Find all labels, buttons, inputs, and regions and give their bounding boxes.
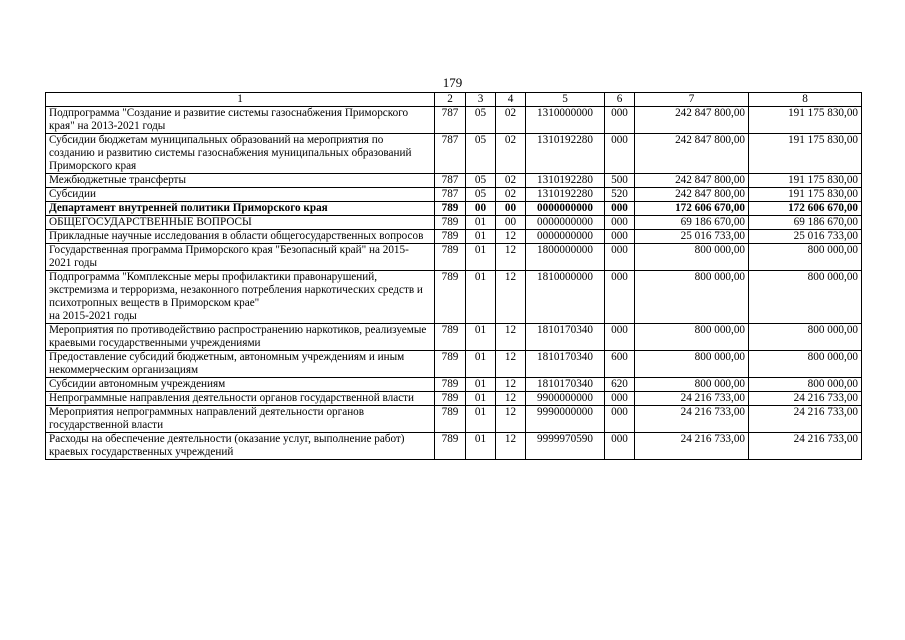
table-row	[46, 188, 862, 202]
cell-code: 789	[435, 202, 466, 216]
cell-amount-1: 800 000,00	[635, 351, 749, 378]
cell-code: 787	[435, 188, 466, 202]
cell-code: 789	[435, 351, 466, 378]
cell-code: 789	[435, 271, 466, 324]
row-name: Непрограммные направления деятельности органов государственной власти	[46, 392, 435, 406]
row-name: Расходы на обеспечение деятельности (оказание услуг, выполнение работ) краевых государственных учреждений	[46, 433, 435, 460]
cell-code: 789	[435, 216, 466, 230]
cell-amount-2: 800 000,00	[749, 378, 862, 392]
row-name: Прикладные научные исследования в области общегосударственных вопросов	[46, 230, 435, 244]
cell-amount-2: 24 216 733,00	[749, 406, 862, 433]
cell-subsection: 02	[496, 134, 526, 174]
row-name: ОБЩЕГОСУДАРСТВЕННЫЕ ВОПРОСЫ	[46, 216, 435, 230]
cell-type: 000	[605, 216, 635, 230]
cell-code: 787	[435, 107, 466, 134]
cell-type: 000	[605, 202, 635, 216]
table-row	[46, 202, 862, 216]
cell-amount-1: 24 216 733,00	[635, 433, 749, 460]
cell-section: 01	[466, 433, 496, 460]
cell-section: 05	[466, 107, 496, 134]
cell-subsection: 00	[496, 202, 526, 216]
cell-subsection: 12	[496, 392, 526, 406]
cell-code: 787	[435, 174, 466, 188]
cell-target: 1310192280	[526, 174, 605, 188]
cell-amount-2: 800 000,00	[749, 244, 862, 271]
table-row	[46, 216, 862, 230]
cell-code: 789	[435, 433, 466, 460]
column-header: 1	[46, 93, 435, 107]
cell-amount-2: 24 216 733,00	[749, 433, 862, 460]
cell-type: 500	[605, 174, 635, 188]
cell-subsection: 12	[496, 324, 526, 351]
cell-type: 000	[605, 244, 635, 271]
cell-type: 520	[605, 188, 635, 202]
cell-section: 01	[466, 271, 496, 324]
cell-type: 000	[605, 433, 635, 460]
column-header: 2	[435, 93, 466, 107]
cell-section: 01	[466, 392, 496, 406]
cell-subsection: 12	[496, 244, 526, 271]
column-header: 4	[496, 93, 526, 107]
row-name: Межбюджетные трансферты	[46, 174, 435, 188]
cell-section: 01	[466, 216, 496, 230]
cell-target: 1810170340	[526, 378, 605, 392]
cell-type: 620	[605, 378, 635, 392]
column-header: 3	[466, 93, 496, 107]
cell-code: 787	[435, 134, 466, 174]
cell-section: 01	[466, 244, 496, 271]
column-header: 6	[605, 93, 635, 107]
header-row	[46, 93, 862, 107]
cell-target: 1810170340	[526, 324, 605, 351]
table-row	[46, 378, 862, 392]
cell-amount-1: 24 216 733,00	[635, 406, 749, 433]
cell-amount-1: 25 016 733,00	[635, 230, 749, 244]
table-row	[46, 324, 862, 351]
cell-amount-2: 191 175 830,00	[749, 134, 862, 174]
row-name: Государственная программа Приморского края "Безопасный край" на 2015-2021 годы	[46, 244, 435, 271]
cell-amount-1: 800 000,00	[635, 324, 749, 351]
cell-target: 9990000000	[526, 406, 605, 433]
table-row	[46, 134, 862, 174]
cell-type: 000	[605, 107, 635, 134]
table-row	[46, 392, 862, 406]
table-row	[46, 244, 862, 271]
cell-amount-1: 800 000,00	[635, 271, 749, 324]
row-name: Предоставление субсидий бюджетным, автономным учреждениям и иным некоммерческим организациям	[46, 351, 435, 378]
cell-amount-1: 242 847 800,00	[635, 134, 749, 174]
cell-section: 01	[466, 230, 496, 244]
cell-amount-2: 800 000,00	[749, 351, 862, 378]
row-name: Мероприятия по противодействию распространению наркотиков, реализуемые краевыми государственными учреждениями	[46, 324, 435, 351]
cell-target: 1310192280	[526, 134, 605, 174]
cell-amount-1: 800 000,00	[635, 244, 749, 271]
cell-code: 789	[435, 378, 466, 392]
cell-subsection: 12	[496, 433, 526, 460]
cell-amount-2: 191 175 830,00	[749, 174, 862, 188]
cell-amount-2: 191 175 830,00	[749, 188, 862, 202]
cell-amount-2: 800 000,00	[749, 271, 862, 324]
cell-target: 9900000000	[526, 392, 605, 406]
table-row	[46, 271, 862, 324]
cell-type: 000	[605, 271, 635, 324]
cell-section: 05	[466, 134, 496, 174]
column-header: 8	[749, 93, 862, 107]
cell-subsection: 00	[496, 216, 526, 230]
cell-type: 000	[605, 406, 635, 433]
row-name: Мероприятия непрограммных направлений деятельности органов государственной власти	[46, 406, 435, 433]
cell-subsection: 12	[496, 230, 526, 244]
cell-amount-1: 24 216 733,00	[635, 392, 749, 406]
cell-amount-1: 242 847 800,00	[635, 107, 749, 134]
cell-section: 01	[466, 324, 496, 351]
cell-subsection: 12	[496, 378, 526, 392]
cell-amount-2: 24 216 733,00	[749, 392, 862, 406]
cell-amount-1: 800 000,00	[635, 378, 749, 392]
cell-subsection: 02	[496, 107, 526, 134]
cell-section: 05	[466, 188, 496, 202]
cell-amount-2: 191 175 830,00	[749, 107, 862, 134]
cell-subsection: 12	[496, 406, 526, 433]
table-row	[46, 107, 862, 134]
cell-section: 05	[466, 174, 496, 188]
cell-subsection: 02	[496, 188, 526, 202]
cell-subsection: 12	[496, 351, 526, 378]
cell-section: 00	[466, 202, 496, 216]
cell-amount-1: 242 847 800,00	[635, 174, 749, 188]
cell-type: 600	[605, 351, 635, 378]
row-name	[46, 271, 435, 324]
cell-subsection: 12	[496, 271, 526, 324]
cell-code: 789	[435, 392, 466, 406]
row-name: Субсидии автономным учреждениям	[46, 378, 435, 392]
row-name-line: Подпрограмма "Комплексные меры профилактики правонарушений, экстремизма и терроризма, незаконного потребления наркотических средств и психотропных веществ в Приморском крае"	[49, 271, 423, 309]
row-name: Субсидии	[46, 188, 435, 202]
cell-amount-1: 69 186 670,00	[635, 216, 749, 230]
column-header: 5	[526, 93, 605, 107]
table-row	[46, 230, 862, 244]
budget-table	[45, 92, 862, 460]
table-row	[46, 174, 862, 188]
row-name: Подпрограмма "Создание и развитие системы газоснабжения Приморского края" на 2013-2021 годы	[46, 107, 435, 134]
cell-target: 9999970590	[526, 433, 605, 460]
cell-target: 1310000000	[526, 107, 605, 134]
cell-code: 789	[435, 406, 466, 433]
cell-section: 01	[466, 406, 496, 433]
cell-target: 1800000000	[526, 244, 605, 271]
column-header: 7	[635, 93, 749, 107]
cell-code: 789	[435, 230, 466, 244]
cell-type: 000	[605, 324, 635, 351]
table-row	[46, 351, 862, 378]
cell-target: 0000000000	[526, 202, 605, 216]
cell-target: 0000000000	[526, 216, 605, 230]
cell-target: 0000000000	[526, 230, 605, 244]
cell-target: 1810170340	[526, 351, 605, 378]
table-row	[46, 433, 862, 460]
table-row	[46, 406, 862, 433]
cell-subsection: 02	[496, 174, 526, 188]
cell-type: 000	[605, 134, 635, 174]
cell-amount-2: 69 186 670,00	[749, 216, 862, 230]
cell-code: 789	[435, 324, 466, 351]
cell-amount-1: 172 606 670,00	[635, 202, 749, 216]
page-number: 179	[442, 75, 463, 90]
cell-amount-2: 25 016 733,00	[749, 230, 862, 244]
cell-section: 01	[466, 351, 496, 378]
cell-target: 1810000000	[526, 271, 605, 324]
cell-amount-1: 242 847 800,00	[635, 188, 749, 202]
cell-amount-2: 172 606 670,00	[749, 202, 862, 216]
cell-section: 01	[466, 378, 496, 392]
cell-type: 000	[605, 230, 635, 244]
row-name: Субсидии бюджетам муниципальных образований на мероприятия по созданию и развитию системы газоснабжения муниципальных образований Приморского края	[46, 134, 435, 174]
row-name-line: на 2015-2021 годы	[49, 310, 137, 322]
cell-amount-2: 800 000,00	[749, 324, 862, 351]
cell-code: 789	[435, 244, 466, 271]
cell-type: 000	[605, 392, 635, 406]
row-name: Департамент внутренней политики Приморского края	[46, 202, 435, 216]
cell-target: 1310192280	[526, 188, 605, 202]
